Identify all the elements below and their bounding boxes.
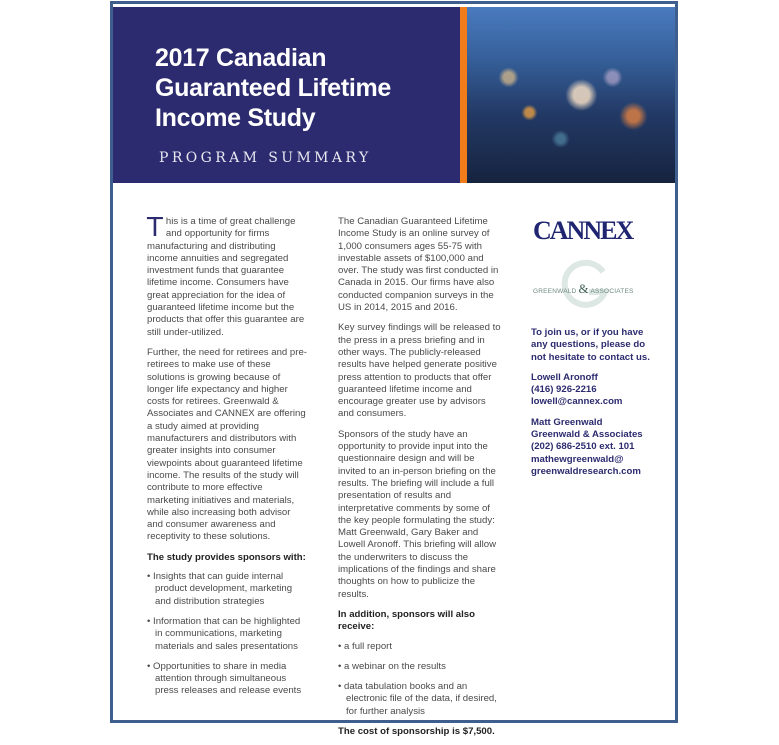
greenwald-wordmark: GREENWALD & ASSOCIATES: [533, 281, 634, 296]
title-line: Income Study: [155, 104, 316, 132]
intro-paragraph: [147, 213, 307, 339]
contact-phone: (416) 926-2216: [531, 384, 597, 396]
document-page: [110, 1, 678, 737]
list-item: • Opportunities to share in media attention through simultaneous press releases and release events: [147, 661, 307, 698]
column-1: [147, 213, 307, 706]
title-line: 2017 Canadian: [155, 44, 327, 72]
contact-email[interactable]: mathewgreenwald@: [531, 453, 624, 465]
list-item: • a full report: [338, 641, 503, 653]
contact-sidebar: [531, 327, 661, 486]
title-line: Guaranteed Lifetime: [155, 74, 392, 102]
contact-block: [531, 417, 661, 478]
document-subtitle: PROGRAM SUMMARY: [159, 150, 372, 166]
intro-text: his is a time of great challenge and opportunity for firms manufacturing and distributing income annuities and segregated investment funds that guarantee lifetime income. Consumers have great appreciation for the idea of guaranteed lifetime income but the products that offer this guarantee are still under-utilized.: [147, 216, 305, 338]
accent-stripe: [460, 7, 467, 183]
sponsorship-cost: The cost of sponsorship is $7,500.: [338, 725, 495, 737]
list-item: • Information that can be highlighted in communications, marketing materials and sales presentations: [147, 616, 307, 653]
greenwald-logo: [533, 258, 643, 314]
document-title: [155, 43, 391, 133]
contact-email[interactable]: lowell@cannex.com: [531, 396, 623, 408]
contact-name: Lowell Aronoff: [531, 371, 598, 383]
section-heading: The study provides sponsors with:: [147, 551, 306, 563]
paragraph: Sponsors of the study have an opportunity to provide input into the questionnaire design and will be invited to an in-person briefing on the results. The briefing will include a full presentation of results and interpretative comments by some of the key people formulating the study: Matt Greenwald, Gary Baker and Lowell Aronoff. This briefing will allow the underwriters to discuss the implications of the findings and share thoughts on how to publicize the results.: [338, 428, 497, 600]
cannex-logo: CANNEX: [533, 216, 633, 245]
contact-block: [531, 372, 661, 409]
benefits-list: [147, 571, 307, 698]
paragraph: The Canadian Guaranteed Lifetime Income Study is an online survey of 1,000 consumers ages 55-75 with investable assets of $100,000 and over. The study was first conducted in Canada in 2015. Our firms have also conducted companion surveys in the US in 2014, 2015 and 2016.: [338, 216, 499, 314]
contact-company: Greenwald & Associates: [531, 429, 643, 441]
deliverables-list: [338, 641, 503, 718]
city-lights-photo: [467, 7, 675, 183]
contact-name: Matt Greenwald: [531, 416, 603, 428]
list-item: • Insights that can guide internal product development, marketing and distribution strategies: [147, 571, 307, 608]
paragraph: Further, the need for retirees and pre-retirees to make use of these solutions is growing because of longer life expectancy and higher costs for retirees. Greenwald & Associates and CANNEX are offering a study aimed at providing manufacturers and distributors with greater insights into consumer viewpoints about guaranteed lifetime income. The results of the study will contribute to more effective marketing initiatives and materials, while also increasing both advisor and consumer awareness and receptivity to these solutions.: [147, 346, 307, 543]
section-heading: In addition, sponsors will also receive:: [338, 608, 475, 633]
contact-phone: (202) 686-2510 ext. 101: [531, 441, 635, 453]
list-item: • data tabulation books and an electronic file of the data, if desired, for further analysis: [338, 681, 503, 718]
column-2: [338, 216, 503, 745]
paragraph: Key survey findings will be released to the press in a press briefing and in other ways. The publicly-released results have helped generate positive press attention to products that offer guaranteed lifetime income and encourage greater use by advisors and consumers.: [338, 322, 501, 420]
contact-email[interactable]: greenwaldresearch.com: [531, 465, 641, 477]
header-banner: [113, 7, 675, 183]
dropcap: T: [147, 213, 163, 243]
contact-intro: To join us, or if you have any questions, please do not hesitate to contact us.: [531, 327, 650, 363]
list-item: • a webinar on the results: [338, 661, 503, 673]
